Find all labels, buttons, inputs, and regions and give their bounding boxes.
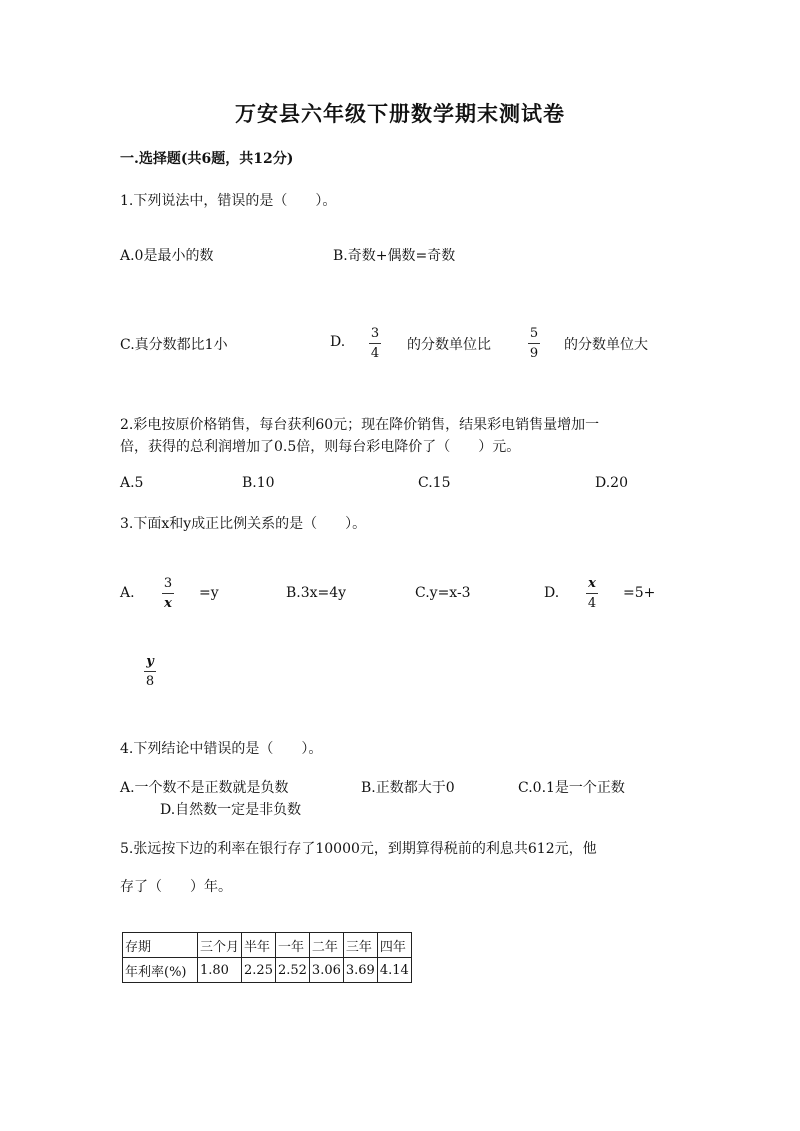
q3-option-a-label: A.	[120, 585, 135, 601]
q3-fraction-x-4	[586, 576, 598, 611]
q1-frac1-denominator: 4	[370, 346, 380, 361]
q1-option-c: C.真分数都比1小	[120, 337, 228, 353]
q2-stem-line2: 倍，获得的总利润增加了0.5倍，则每台彩电降价了（ ）元。	[120, 439, 521, 455]
q2-option-c: C.15	[418, 475, 451, 491]
table-header-cell: 半年	[242, 933, 276, 958]
q3-fraction-3-x	[162, 576, 174, 611]
table-header-row	[123, 933, 412, 958]
q2-stem-line1: 2.彩电按原价格销售，每台获利60元；现在降价销售，结果彩电销售量增加一	[120, 417, 600, 433]
table-cell: 1.80	[198, 958, 242, 983]
fraction-bar	[369, 343, 381, 344]
q1-option-d-label: D.	[330, 334, 346, 350]
page-title: 万安县六年级下册数学期末测试卷	[235, 101, 565, 126]
q3-option-c: C.y=x-3	[415, 585, 471, 601]
q4-option-a: A.一个数不是正数就是负数	[120, 780, 289, 796]
q1-option-a: A.0是最小的数	[120, 248, 214, 264]
q3-fracD-denominator: 4	[587, 596, 597, 611]
q4-option-d: D.自然数一定是非负数	[160, 802, 302, 818]
table-header-cell: 一年	[275, 933, 309, 958]
q2-option-b: B.10	[242, 475, 275, 491]
table-header-cell: 存期	[123, 933, 198, 958]
q5-stem-line1: 5.张远按下边的利率在银行存了10000元，到期算得税前的利息共612元，他	[120, 841, 597, 857]
q3-fracA-numerator: 3	[163, 576, 173, 591]
q1-frac2-numerator: 5	[529, 326, 539, 341]
section-header: 一.选择题(共6题，共12分)	[120, 151, 294, 167]
q3-option-b: B.3x=4y	[286, 585, 347, 601]
q1-stem: 1.下列说法中，错误的是（ ）。	[120, 193, 337, 209]
q4-option-b: B.正数都大于0	[361, 780, 455, 796]
q1-frac1-numerator: 3	[370, 326, 380, 341]
q3-fracD-numerator: x	[588, 576, 596, 591]
table-cell: 4.14	[377, 958, 411, 983]
q2-option-d: D.20	[595, 475, 628, 491]
table-row	[123, 958, 412, 983]
q3-option-a-end: =y	[199, 585, 219, 601]
q1-fraction-5-9	[528, 326, 540, 361]
table-cell: 2.52	[275, 958, 309, 983]
q3-option-d-mid: =5+	[623, 585, 656, 601]
q1-fraction-3-4	[369, 326, 381, 361]
q3-fracA-denominator: x	[164, 596, 172, 611]
q5-stem-line2: 存了（ ）年。	[120, 879, 232, 895]
fraction-bar	[162, 593, 174, 594]
q3-stem: 3.下面x和y成正比例关系的是（ ）。	[120, 516, 367, 532]
q1-option-d-mid: 的分数单位比	[407, 337, 491, 353]
table-cell: 2.25	[242, 958, 276, 983]
fraction-bar	[528, 343, 540, 344]
table-header-cell: 二年	[309, 933, 343, 958]
fraction-bar	[144, 671, 156, 672]
table-header-cell: 三个月	[198, 933, 242, 958]
q3-fracD2-denominator: 8	[145, 674, 155, 689]
q1-option-b: B.奇数+偶数=奇数	[333, 248, 456, 264]
table-header-cell: 四年	[377, 933, 411, 958]
q4-stem: 4.下列结论中错误的是（ ）。	[120, 741, 323, 757]
q1-option-d-end: 的分数单位大	[564, 337, 648, 353]
q2-option-a: A.5	[120, 475, 144, 491]
q3-fracD2-numerator: y	[146, 654, 154, 669]
table-header-cell: 三年	[343, 933, 377, 958]
q1-frac2-denominator: 9	[529, 346, 539, 361]
q4-option-c: C.0.1是一个正数	[518, 780, 625, 796]
table-cell: 年利率(%)	[123, 958, 198, 983]
table-cell: 3.06	[309, 958, 343, 983]
fraction-bar	[586, 593, 598, 594]
interest-rate-table	[122, 932, 412, 983]
table-cell: 3.69	[343, 958, 377, 983]
q3-fraction-y-8	[144, 654, 156, 689]
q3-option-d-label: D.	[544, 585, 560, 601]
